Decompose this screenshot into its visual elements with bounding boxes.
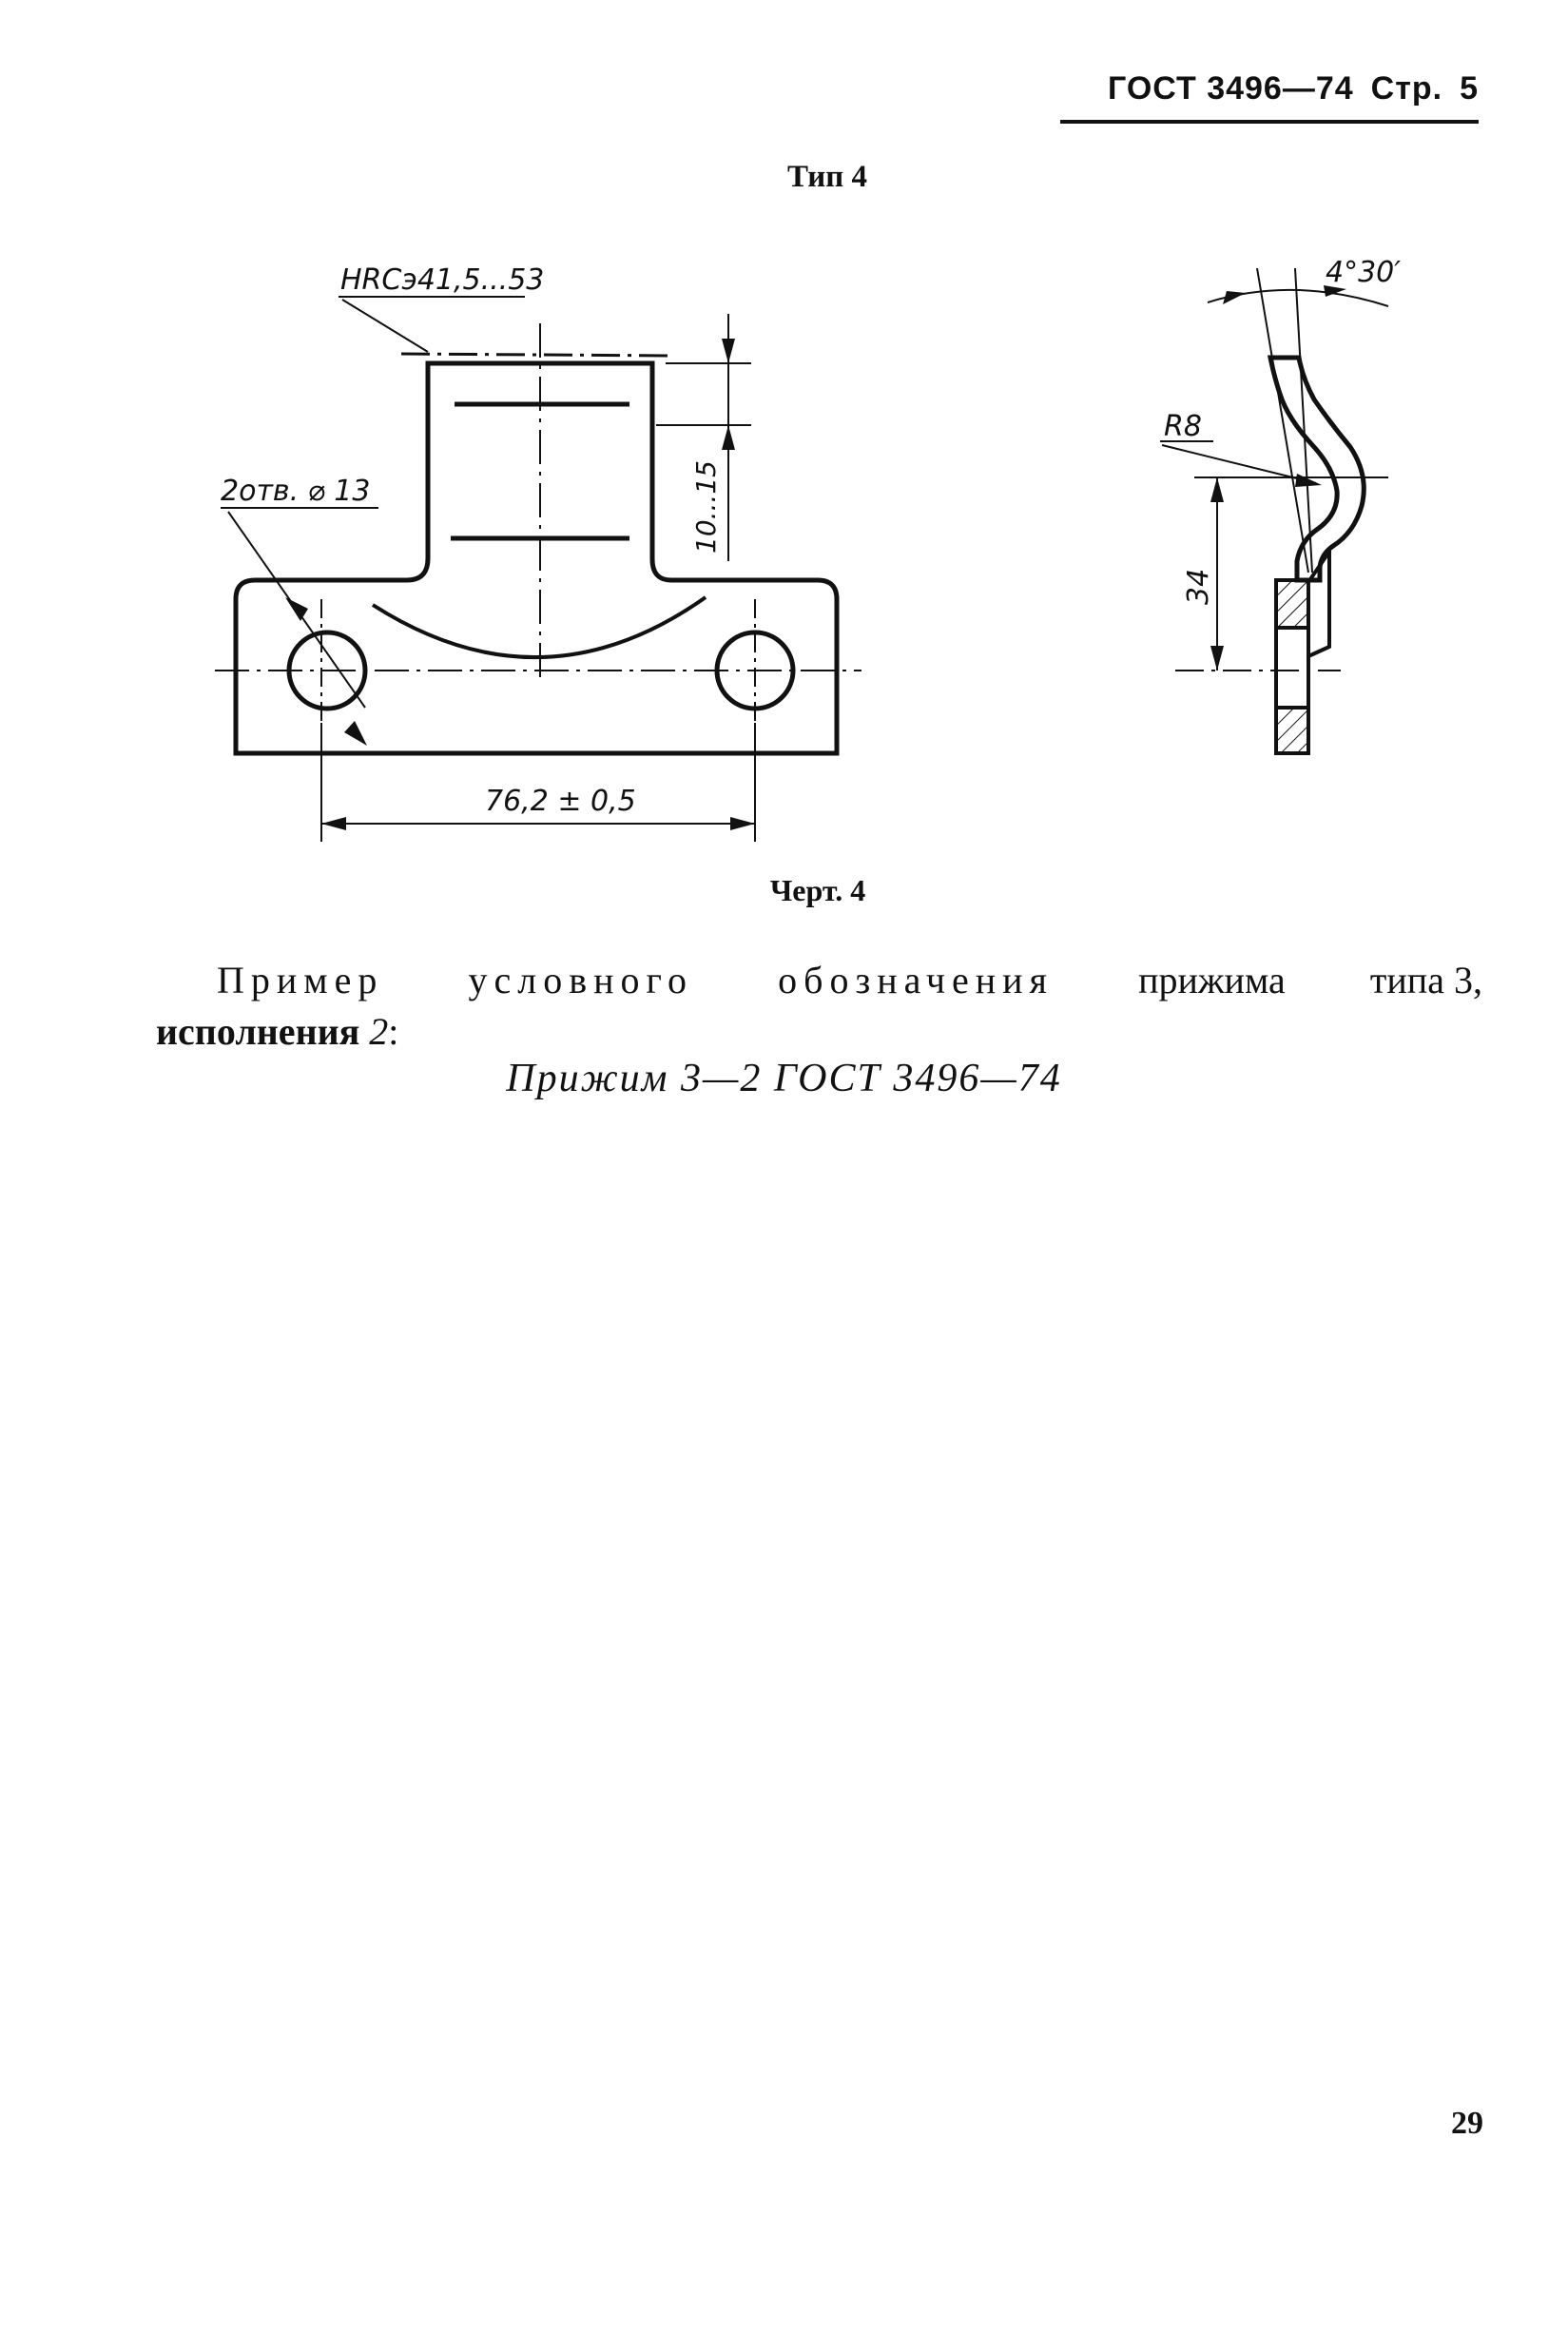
example-line2-word: исполнения	[156, 1010, 360, 1053]
header-page-label: Стр.	[1370, 70, 1443, 107]
example-line-2	[156, 1006, 1482, 1058]
header-standard: ГОСТ 3496—74	[1108, 70, 1354, 107]
side-height-arrow-bottom	[1210, 646, 1224, 671]
example-word-3: обозначения	[778, 959, 1054, 1001]
spacing-arrow-right	[730, 817, 755, 830]
example-line-1	[217, 955, 1482, 1006]
holes-label: 2отв. ⌀ 13	[221, 475, 371, 508]
clamp-front-outline	[236, 363, 837, 753]
type-title: Тип 4	[787, 160, 867, 194]
height-range-label: 10...15	[690, 460, 722, 554]
example-line2-colon: :	[388, 1010, 399, 1053]
header-page-value: 5	[1460, 70, 1479, 107]
designation-line: Прижим 3—2 ГОСТ 3496—74	[506, 1057, 1062, 1100]
height-arrow-1	[722, 339, 735, 363]
example-line2-number: 2	[369, 1010, 389, 1053]
hardness-label: HRCэ41,5...53	[340, 263, 545, 297]
angle-line	[1295, 268, 1312, 573]
example-word-5: типа 3,	[1369, 959, 1482, 1001]
side-base-mid	[1276, 628, 1308, 708]
holes-arrow-lower	[344, 721, 367, 746]
clamp-side-profile	[1270, 358, 1364, 580]
side-height-arrow-top	[1210, 477, 1224, 502]
hardness-dash-line	[401, 354, 675, 356]
example-word-1: Пример	[217, 959, 384, 1001]
figure-caption: Черт. 4	[769, 873, 866, 907]
page-number: 29	[1451, 2106, 1483, 2141]
radius-arrow	[1295, 474, 1322, 487]
side-base-upper	[1276, 580, 1308, 628]
height-arrow-2	[722, 425, 735, 450]
designation-example-paragraph	[156, 955, 1482, 1058]
holes-arrow-upper	[285, 597, 308, 621]
radius-label: R8	[1164, 410, 1202, 443]
angle-ref-line	[1257, 268, 1308, 573]
hardness-leader	[342, 300, 428, 352]
spacing-arrow-left	[321, 817, 346, 830]
example-word-4: прижима	[1138, 959, 1286, 1001]
side-base-lower	[1276, 708, 1308, 753]
example-word-2: условного	[468, 959, 693, 1001]
angle-arrow-left	[1223, 291, 1246, 304]
technical-drawing	[0, 0, 1568, 856]
side-height-label: 34	[1182, 568, 1215, 605]
hole-spacing-label: 76,2 ± 0,5	[485, 785, 636, 818]
angle-label: 4°30′	[1326, 256, 1402, 289]
